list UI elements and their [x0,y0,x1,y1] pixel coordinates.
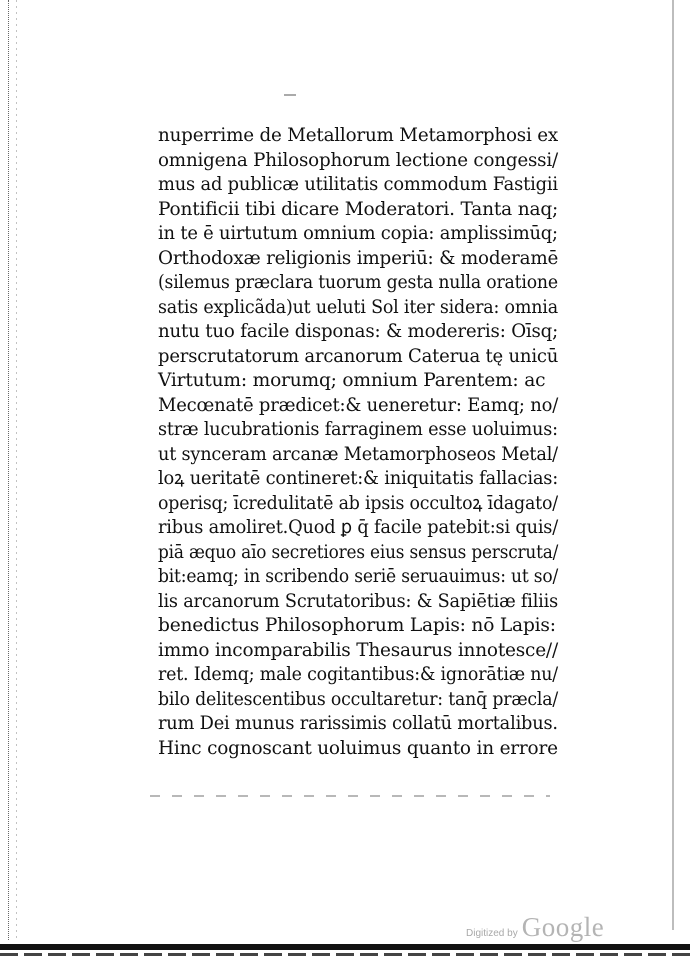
text-line: operisq; īcredulitatē ab ipsis occultoꝝ īdagato/ [158,492,558,514]
page-edge [672,0,674,930]
text-line: loꝝ ueritatē contineret:& iniquitatis fallacias: [158,468,559,489]
text-line: perscrutatorum arcanorum Caterua tę unicū [158,345,559,367]
text-line: nuperrime de Metallorum Metamorphosi ex [158,125,559,146]
text-line: Mecœnatē prædicet:& ueneretur: Eamq; no/ [158,394,559,416]
text-line: ut synceram arcanæ Metamorphoseos Metal/ [158,443,558,465]
watermark-prefix: Digitized by [466,928,518,939]
text-line: Hinc cognoscant uoluimus quanto in errore [158,737,558,759]
text-line: in te ē uirtutum omnium copia: amplissimūq; [158,223,558,244]
text-line: lis arcanorum Scrutatoribus: & Sapiētiæ filiis [158,590,558,612]
text-line: benedictus Philosophorum Lapis: nō Lapis: [158,615,556,636]
text-block [158,124,558,761]
text-line: immo incomparabilis Thesaurus innotesce// [158,639,558,661]
binding-edge [8,0,15,940]
text-line: mus ad publicæ utilitatis commodum Fastigii [158,174,558,195]
text-line: piā æquo aīo secretiores eius sensus perscruta/ [158,541,559,563]
watermark-brand: Google [521,912,605,942]
text-line: stræ lucubrationis farraginem esse uoluimus: [158,419,558,440]
text-line: ribus amoliret.Quod ꝑ q̄ facile patebit:si quis/ [158,517,559,538]
text-line: omnigena Philosophorum lectione congessi/ [158,149,558,171]
text-line: bit:eamq; in scribendo seriē seruauimus: ut so/ [158,566,559,587]
text-line: bilo delitescentibus occultaretur: tanq̄ præcla/ [158,688,559,710]
text-line: ret. Idemq; male cogitantibus:& ignorātiæ nu/ [158,664,558,685]
scanner-bar-shadow [0,953,690,956]
google-watermark [466,912,604,948]
text-line: Pontificii tibi dicare Moderatori. Tanta naq; [158,198,559,220]
text-line: Virtutum: morumq; omnium Parentem: ac [158,370,546,391]
text-line: rum Dei munus rarissimis collatū mortalibus. [158,713,558,734]
text-line: (silemus præclara tuorum gesta nulla oratione [158,272,558,293]
ink-mark [284,94,296,96]
text-line: Orthodoxæ religionis imperiū: & moderamē [158,247,559,269]
ink-smudges [150,795,550,797]
binding-shadow [16,0,17,940]
text-line: satis explicãda)ut ueluti Sol iter sidera: omnia [158,296,558,318]
scanner-bar [0,944,690,950]
text-line: nutu tuo facile disponas: & modereris: Oīsq; [158,321,559,342]
